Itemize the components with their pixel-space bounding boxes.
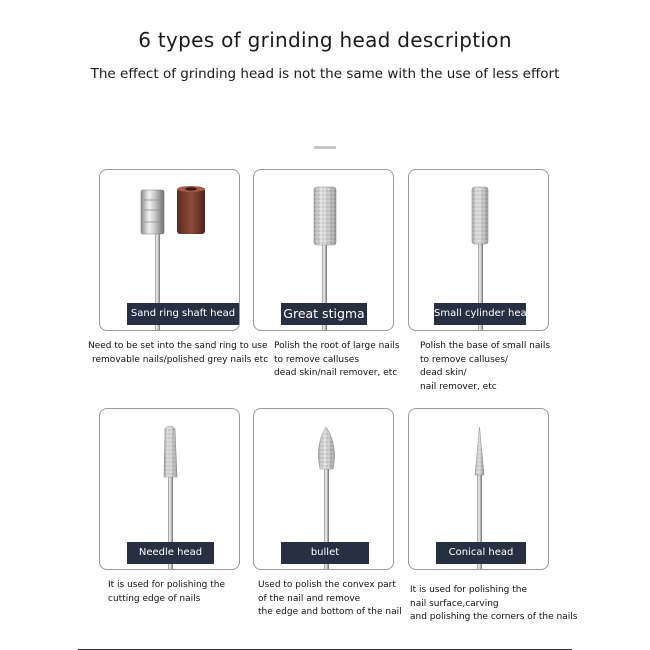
product-card-sand-ring <box>99 169 240 331</box>
product-card-conical <box>408 408 549 570</box>
product-label: Great stigma <box>281 303 367 325</box>
product-label: Needle head <box>127 542 214 564</box>
product-description: Used to polish the convex part of the nail and remove the edge and bottom of the nail <box>258 580 402 617</box>
product-card-bullet <box>253 408 394 570</box>
product-card-needle <box>99 408 240 570</box>
product-label: bullet <box>281 542 369 564</box>
product-card-great-stigma <box>253 169 394 331</box>
product-card-small-cylinder <box>408 169 549 331</box>
product-label: Small cylinder head <box>434 303 526 325</box>
product-label: Sand ring shaft head <box>127 303 239 325</box>
page-subtitle: The effect of grinding head is not the same with the use of less effort <box>90 66 560 82</box>
page-title: 6 types of grinding head description <box>138 28 512 52</box>
product-label: Conical head <box>436 542 526 564</box>
product-description: Polish the root of large nails to remove calluses dead skin/nail remover, etc <box>274 341 400 378</box>
section-divider <box>314 146 336 149</box>
product-description: Need to be set into the sand ring to use removable nails/polished grey nails etc <box>88 341 269 365</box>
product-description: Polish the base of small nails to remove calluses/ dead skin/ nail remover, etc <box>420 341 551 392</box>
product-description: It is used for polishing the cutting edge of nails <box>108 580 225 604</box>
product-description: It is used for polishing the nail surface,carving and polishing the corners of the nails <box>410 585 578 622</box>
